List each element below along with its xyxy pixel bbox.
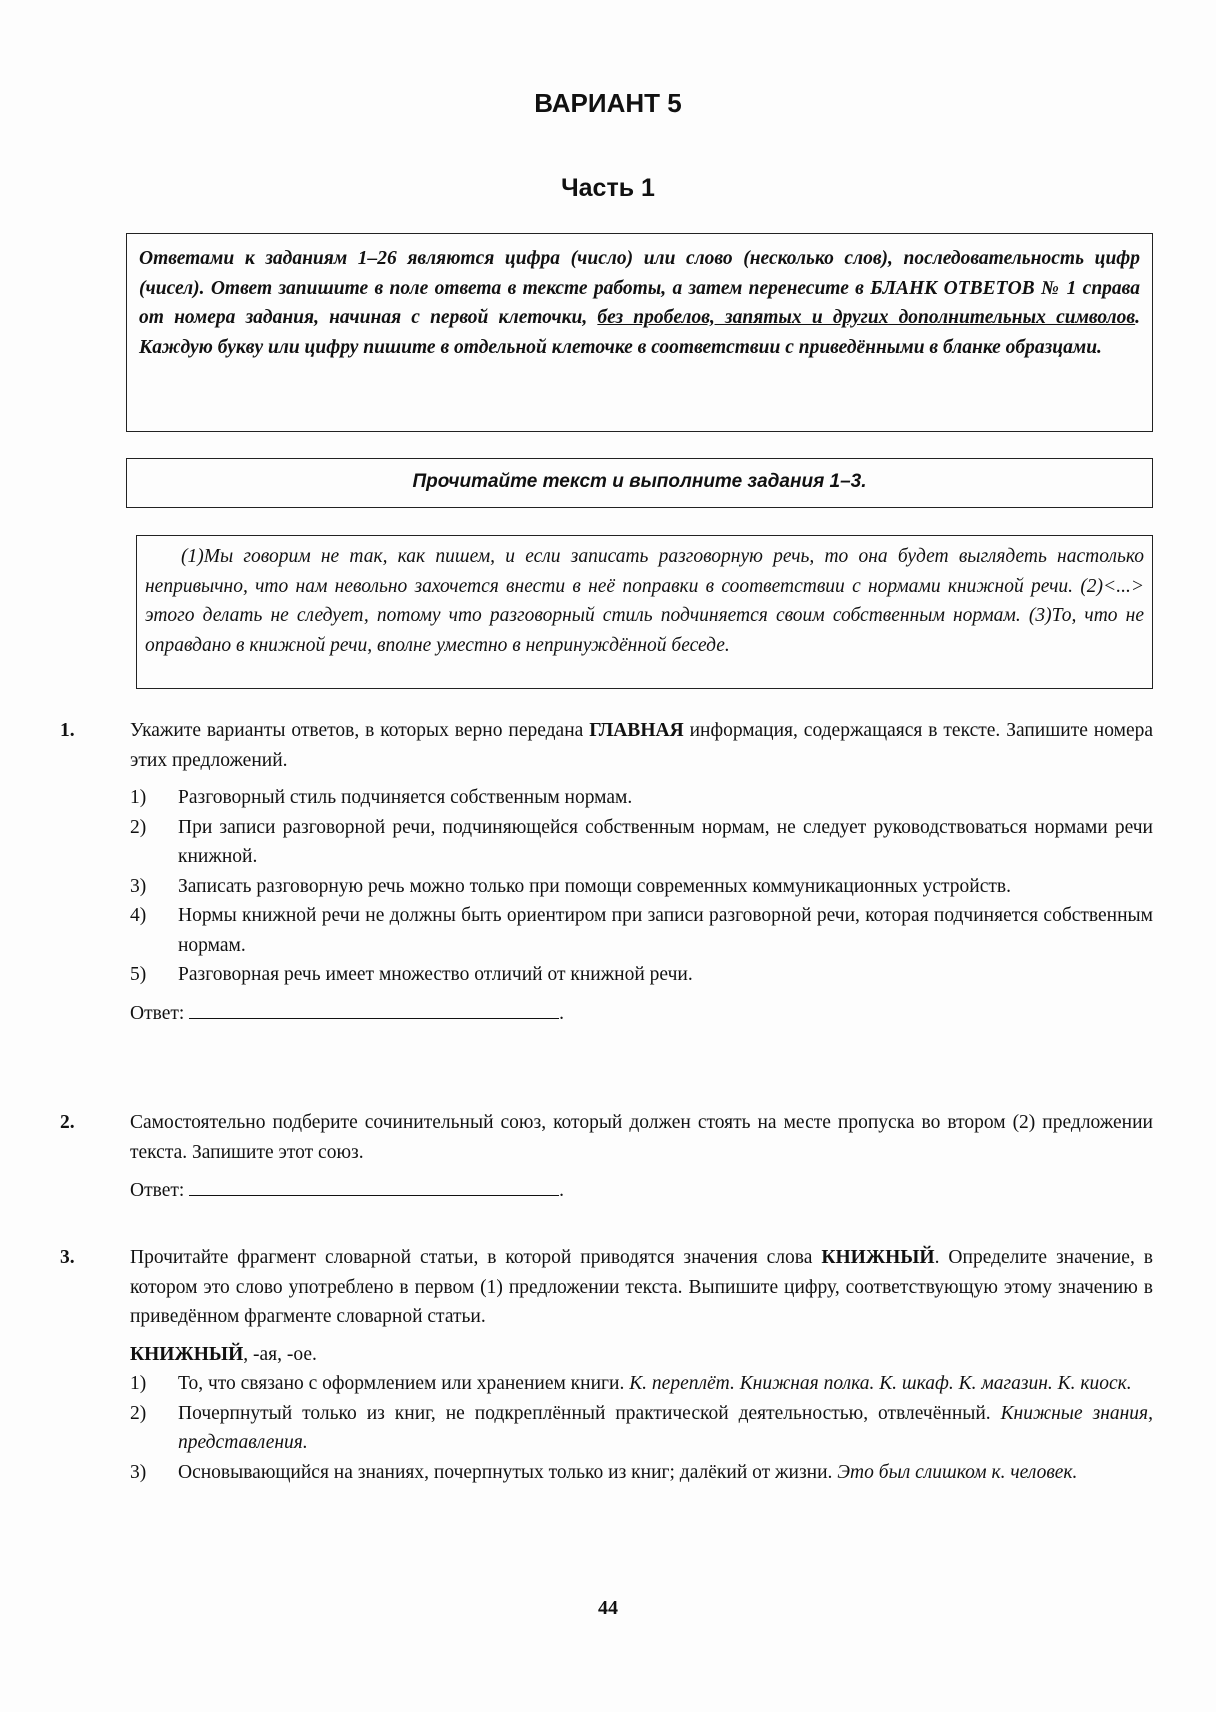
q-text: информация, содержащаяся в тексте. Запишите номера этих предложений.	[130, 720, 1154, 771]
answer-line[interactable]	[189, 998, 559, 1019]
option-text: Разговорный стиль подчиняется собственным нормам.	[178, 787, 633, 808]
option	[130, 901, 1153, 960]
read-prompt: Прочитайте текст и выполните задания 1–3.	[126, 458, 1153, 508]
answer-end: .	[559, 1002, 565, 1024]
option-number: 2)	[130, 816, 147, 838]
variant-title: ВАРИАНТ 5	[534, 88, 682, 118]
option-text: Записать разговорную речь можно только при помощи современных коммуникационных устройств.	[178, 875, 1011, 897]
part-title: Часть 1	[561, 174, 655, 202]
question-2	[60, 1108, 1153, 1206]
question-number: 1.	[60, 720, 75, 741]
q-bold: КНИЖНЫЙ	[821, 1247, 935, 1268]
answer-end: .	[559, 1180, 565, 1201]
option	[130, 783, 1153, 813]
question-text	[130, 1243, 1153, 1332]
instructions-text: Ответами к заданиям 1–26 являются цифра (число) или слово (несколько слов), последовательность цифр (чисел). Ответ запишите в поле ответа в тексте работы, а затем перенесите в БЛАНК ОТВЕТОВ № 1 справа от номера задания, начиная с первой клеточки,	[139, 248, 1140, 328]
answer-field[interactable]	[130, 1175, 1153, 1206]
passage: (1)Мы говорим не так, как пишем, и если записать разговорную речь, то она будет выглядеть настолько непривычно, что нам невольно захочется внести в неё поправки в соответствии с нормами книжной речи. (2)<...> этого делать не следует, потому что разговорный стиль подчиняется своим собственным нормам. (3)То, что не оправдано в книжной речи, вполне уместно в непринуждённой беседе.	[136, 535, 1153, 689]
instructions-text-end: . Каждую букву или цифру пишите в отдельной клеточке в соответствии с приведёнными в бланке образцами.	[139, 307, 1140, 358]
option	[130, 1458, 1153, 1488]
instructions-underlined: без пробелов, запятых и других дополнительных символов	[597, 307, 1136, 328]
option	[130, 960, 1153, 990]
entry-forms: , -ая, -ое.	[243, 1343, 317, 1365]
option	[130, 872, 1153, 902]
option-number: 3)	[130, 875, 147, 897]
q-text: . Определите значение, в котором это слово употреблено в первом (1) предложении текста. Выпишите цифру, соответствующую этому значению в приведённом фрагменте словарной статьи.	[130, 1247, 1153, 1327]
option-text: То, что связано с оформлением или хранением книги.	[178, 1373, 630, 1394]
option-example: Это был слишком к. человек.	[837, 1461, 1078, 1483]
option	[130, 813, 1153, 872]
option-text: Основывающийся на знаниях, почерпнутых только из книг; далёкий от жизни.	[178, 1461, 838, 1483]
answer-label: Ответ:	[130, 1180, 185, 1201]
page-number: 44	[598, 1597, 618, 1619]
answer-line[interactable]	[189, 1175, 559, 1196]
answer-label: Ответ:	[130, 1002, 185, 1024]
instructions-box	[126, 233, 1153, 432]
option-text: Нормы книжной речи не должны быть ориентиром при записи разговорной речи, которая подчиняется собственным нормам.	[178, 905, 1153, 956]
option-text: Почерпнутый только из книг, не подкреплённый практической деятельностью, отвлечённый.	[178, 1402, 1001, 1424]
option-number: 1)	[130, 1373, 147, 1394]
question-number: 3.	[60, 1247, 75, 1268]
q-text: Прочитайте фрагмент словарной статьи, в которой приводятся значения слова	[130, 1247, 822, 1268]
question-number: 2.	[60, 1112, 75, 1133]
option-number: 3)	[130, 1461, 147, 1483]
dictionary-entry	[130, 1340, 1153, 1370]
option-text: При записи разговорной речи, подчиняющейся собственным нормам, не следует руководствоваться нормами речи книжной.	[178, 816, 1153, 867]
q-bold: ГЛАВНАЯ	[589, 720, 684, 741]
q-text: Укажите варианты ответов, в которых верно передана	[130, 720, 590, 741]
option	[130, 1399, 1153, 1458]
option-number: 4)	[130, 905, 147, 926]
option-example: Книжные знания, представления.	[178, 1402, 1153, 1453]
option-number: 1)	[130, 787, 147, 808]
question-text: Самостоятельно подберите сочинительный союз, который должен стоять на месте пропуска во втором (2) предложении текста. Запишите этот союз.	[130, 1112, 1153, 1163]
question-3	[60, 1243, 1153, 1487]
option-number: 5)	[130, 964, 147, 985]
option-text: Разговорная речь имеет множество отличий от книжной речи.	[178, 964, 693, 985]
question-1	[60, 716, 1153, 1028]
option-number: 2)	[130, 1402, 147, 1424]
option	[130, 1369, 1153, 1399]
answer-field[interactable]	[130, 998, 1153, 1029]
option-example: К. переплёт. Книжная полка. К. шкаф. К. магазин. К. киоск.	[629, 1373, 1132, 1394]
entry-word: КНИЖНЫЙ	[130, 1343, 244, 1365]
question-text	[130, 716, 1153, 775]
